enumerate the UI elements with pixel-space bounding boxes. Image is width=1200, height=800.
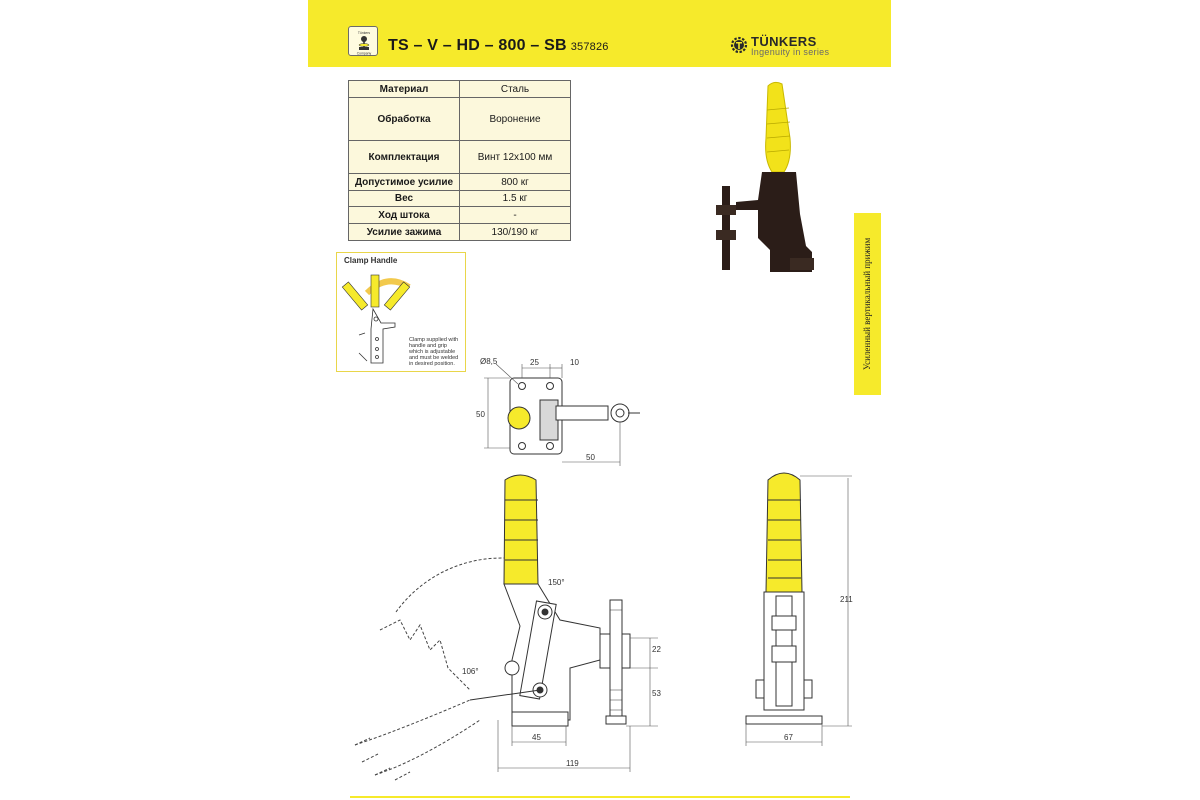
spec-label: Вес bbox=[349, 191, 460, 207]
inset-note-line: and must be welded bbox=[409, 355, 459, 361]
dim-angle-106: 106° bbox=[462, 667, 479, 676]
svg-text:Company: Company bbox=[356, 51, 372, 56]
inset-note-line: which is adjustable bbox=[409, 349, 456, 355]
category-text: Усиленный вертикальный прижим bbox=[862, 237, 872, 371]
spec-label: Обработка bbox=[349, 98, 460, 141]
inset-note-line: in desired position. bbox=[409, 361, 455, 367]
dim-67: 67 bbox=[784, 733, 793, 742]
spec-value: Винт 12x100 мм bbox=[460, 141, 571, 174]
spec-value: - bbox=[460, 207, 571, 224]
dim-211: 211 bbox=[840, 595, 853, 604]
spec-value: Воронение bbox=[460, 98, 571, 141]
dim-10: 10 bbox=[570, 358, 579, 367]
dim-50-bottom: 50 bbox=[586, 453, 595, 462]
spec-label: Допустимое усилие bbox=[349, 174, 460, 191]
brand-name: TÜNKERS bbox=[751, 34, 817, 49]
product-photo bbox=[716, 82, 814, 272]
brand-tagline: Ingenuity in series bbox=[751, 47, 830, 57]
dim-22: 22 bbox=[652, 645, 661, 654]
footer-rule bbox=[350, 796, 850, 798]
dim-25: 25 bbox=[530, 358, 539, 367]
dim-53: 53 bbox=[652, 689, 661, 698]
product-model: TS – V – HD – 800 – SB bbox=[388, 37, 567, 54]
spec-label: Ход штока bbox=[349, 207, 460, 224]
spec-value: Сталь bbox=[460, 81, 571, 98]
side-view-drawing bbox=[355, 475, 630, 780]
spec-label: Комплектация bbox=[349, 141, 460, 174]
spec-value: 1.5 кг bbox=[460, 191, 571, 207]
front-view-drawing bbox=[746, 473, 822, 724]
spec-value: 800 кг bbox=[460, 174, 571, 191]
dim-hole-diameter: Ø8,5 bbox=[480, 357, 498, 366]
spec-label: Усилие зажима bbox=[349, 224, 460, 241]
product-code: 357826 bbox=[570, 41, 609, 53]
inset-title: Clamp Handle bbox=[344, 256, 398, 265]
spec-label: Материал bbox=[349, 81, 460, 98]
dim-45: 45 bbox=[532, 733, 541, 742]
inset-note-line: handle and grip bbox=[409, 343, 447, 349]
inset-note-line: Clamp supplied with bbox=[409, 337, 459, 343]
dim-angle-150: 150° bbox=[548, 578, 565, 587]
dim-50-left: 50 bbox=[476, 410, 485, 419]
svg-text:Tünkers: Tünkers bbox=[357, 31, 371, 35]
spec-value: 130/190 кг bbox=[460, 224, 571, 241]
dim-119: 119 bbox=[566, 759, 579, 768]
